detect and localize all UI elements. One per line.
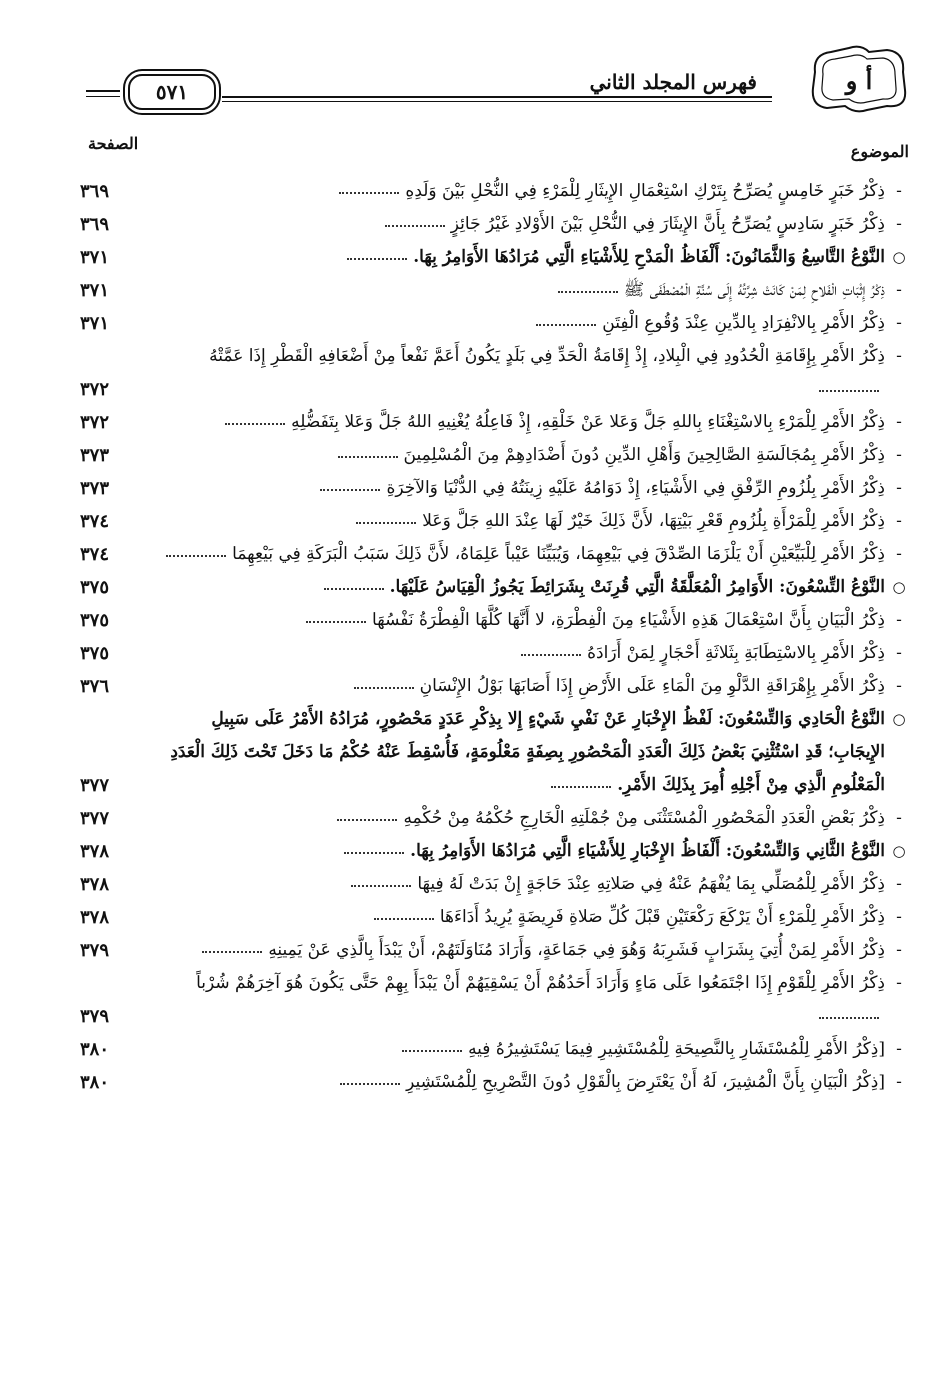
entry-page-number: ٣٧١ [80, 280, 110, 301]
section-entry [80, 703, 909, 802]
section-bullet-icon: ○ [892, 248, 906, 266]
entry-text [80, 406, 909, 439]
entry-text [80, 604, 909, 637]
entry-dash-icon: - [896, 676, 902, 696]
entry-page-number: ٣٧٧ [80, 808, 110, 829]
volume-title: فهرس المجلد الثاني [589, 70, 757, 94]
leader-dots [347, 256, 407, 260]
entry-page-number: ٣٧٤ [80, 511, 110, 532]
svg-text:أ و: أ و [845, 66, 873, 95]
entry-text [80, 307, 909, 340]
entry-text [80, 670, 909, 703]
entry-page-number: ٣٧٨ [80, 874, 110, 895]
index-entry [80, 637, 909, 670]
entry-text [80, 1066, 909, 1099]
entry-dash-icon: - [896, 874, 902, 894]
entry-title: ذِكْرُ الأَمْرِ لِلْمُصَلِّي بِمَا يُفْهَمُ عَنْهُ فِي صَلاتِهِ عِنْدَ حَاجَةٍ إِنْ بَدَتْ لَهُ فِيهَا [417, 874, 885, 894]
entry-dash-icon: - [896, 544, 902, 564]
entry-page-number: ٣٨٠ [80, 1072, 110, 1093]
leader-dots [351, 883, 411, 887]
entry-page-number: ٣٨٠ [80, 1039, 110, 1060]
index-entry [80, 340, 909, 406]
index-entry [80, 670, 909, 703]
entry-title: ذِكْرُ إِثْبَاتِ الْفَلاحِ لِمَنْ كَانَتْ شِرَّتُهُ إِلَى سُنَّةِ الْمُصْطَفَى ﷺ [623, 280, 885, 300]
header-rule-left [86, 90, 120, 92]
leader-dots [374, 916, 434, 920]
leader-dots [338, 454, 398, 458]
entry-dash-icon: - [896, 1072, 902, 1092]
entry-dash-icon: - [896, 280, 902, 300]
leader-dots [819, 1015, 879, 1019]
entry-text [80, 868, 909, 901]
entry-dash-icon: - [896, 346, 902, 366]
leader-dots [306, 619, 366, 623]
entry-text [80, 472, 909, 505]
entry-text [80, 967, 909, 1033]
header-rule-left-thin [86, 96, 120, 97]
section-bullet-icon: ○ [892, 578, 906, 596]
entry-text [80, 703, 909, 802]
entry-title: ذِكْرُ الأَمْرِ بِإِقَامَةِ الْحُدُودِ فِي الْبِلادِ، إِذْ إِقَامَةُ الْحَدِّ فِي بَلَدٍ يَكُونُ أَعَمَّ نَفْعاً مِنْ أَضْعَافِهِ الْقَطْرِ إِذَا عَمَّتْهُ [209, 346, 885, 366]
index-entry [80, 175, 909, 208]
index-entry [80, 1066, 909, 1099]
entry-page-number: ٣٧٩ [80, 940, 110, 961]
entry-text [80, 934, 909, 967]
entry-title: ذِكْرُ الأَمْرِ بِإِهْرَاقَةِ الدَّلْوِ مِنَ الْمَاءِ عَلَى الأَرْضِ إِذَا أَصَابَهَا بَوْلُ الإِنْسَانِ [419, 676, 885, 696]
index-entry [80, 934, 909, 967]
index-entry [80, 802, 909, 835]
leader-dots [339, 190, 399, 194]
entry-page-number: ٣٦٩ [80, 214, 110, 235]
index-entry [80, 472, 909, 505]
entry-page-number: ٣٦٩ [80, 181, 110, 202]
section-bullet-icon: ○ [892, 710, 906, 728]
index-entry [80, 604, 909, 637]
entry-text [80, 538, 909, 571]
entry-dash-icon: - [896, 610, 902, 630]
entry-title: [ذِكْرُ الْبَيَانِ بِأَنَّ الْمُشِيرَ، لَهُ أَنْ يَعْتَرِضَ بِالْقَوْلِ دُونَ التَّصْرِيحِ لِلْمُسْتَشِيرِ [406, 1072, 885, 1092]
entry-title: ذِكْرُ الْبَيَانِ بِأَنَّ اسْتِعْمَالَ هَذِهِ الأَشْيَاءِ مِنَ الْفِطْرَةِ، لا أَنَّهَا كُلَّهَا الْفِطْرَةُ نَفْسُهَا [372, 610, 885, 630]
entry-text [80, 505, 909, 538]
entry-page-number: ٣٧٦ [80, 676, 110, 697]
entry-title: ذِكْرُ خَبَرٍ سَادِسٍ يُصَرِّحُ بِأَنَّ الإِيثَارَ فِي النُّحْلِ بَيْنَ الأَوْلادِ غَيْرُ جَائِزٍ [450, 214, 885, 234]
entry-text [80, 571, 909, 604]
entry-page-number: ٣٧٨ [80, 907, 110, 928]
entry-dash-icon: - [896, 511, 902, 531]
entry-text [80, 241, 909, 274]
leader-dots [385, 223, 445, 227]
entry-page-number: ٣٧٤ [80, 544, 110, 565]
leader-dots [324, 586, 384, 590]
index-entry [80, 1033, 909, 1066]
entry-page-number: ٣٧٥ [80, 643, 110, 664]
entry-title: النَّوْعُ التِّسْعُونَ: الأَوَامِرُ الْمُعَلَّقَةُ الَّتِي قُرِنَتْ بِشَرَائِطَ يَجُوزُ الْقِيَاسُ عَلَيْهَا. [389, 577, 885, 597]
entry-dash-icon: - [896, 214, 902, 234]
entry-page-number: ٣٧٩ [80, 1006, 110, 1027]
leader-dots [354, 685, 414, 689]
entry-dash-icon: - [896, 940, 902, 960]
entry-title: النَّوْعُ الثَّانِي وَالتِّسْعُونَ: أَلْفَاظُ الإِخْبَارِ لِلأَشْيَاءِ الَّتِي مُرَادُهَا الأَوَامِرُ بِهَا. [410, 841, 885, 861]
leader-dots [202, 949, 262, 953]
leader-dots [551, 784, 611, 788]
entry-page-number: ٣٧١ [80, 313, 110, 334]
index-entry [80, 538, 909, 571]
entry-text [80, 901, 909, 934]
entry-dash-icon: - [896, 643, 902, 663]
entry-title: ذِكْرُ الأَمْرِ لِلْمَرْأَةِ بِلُزُومِ قَعْرِ بَيْتِهَا، لأَنَّ ذَلِكَ خَيْرٌ لَهَا عِنْدَ اللهِ جَلَّ وَعَلا [422, 511, 885, 531]
entry-text [80, 340, 909, 406]
section-entry [80, 571, 909, 604]
entry-title: ذِكْرُ الأَمْرِ لِمَنْ أُتِيَ بِشَرَابٍ فَشَرِبَهُ وَهُوَ فِي جَمَاعَةٍ، وَأَرَادَ مُنَاوَلَتَهُمْ، أَنْ يَبْدَأَ بِالَّذِي عَنْ يَمِينِهِ [268, 940, 885, 960]
entry-page-number: ٣٧٢ [80, 379, 110, 400]
leader-dots [320, 487, 380, 491]
page-header [0, 0, 947, 120]
entry-text [80, 208, 909, 241]
leader-dots [225, 421, 285, 425]
entry-text [80, 175, 909, 208]
entry-page-number: ٣٧١ [80, 247, 110, 268]
leader-dots [166, 553, 226, 557]
page-column-heading: الصفحة [88, 134, 139, 153]
entry-title: ذِكْرُ خَبَرٍ خَامِسٍ يُصَرِّحُ بِتَرْكِ اسْتِعْمَالِ الإِيثَارِ لِلْمَرْءِ فِي النُّحْلِ بَيْنَ وَلَدِهِ [405, 181, 885, 201]
index-entry [80, 967, 909, 1033]
book-logo-icon [809, 42, 909, 114]
entry-title: ذِكْرُ الأَمْرِ بِمُجَالَسَةِ الصَّالِحِينَ وَأَهْلِ الدِّينِ دُونَ أَضْدَادِهِمْ مِنَ الْمُسْلِمِينَ [403, 445, 885, 465]
entry-text [80, 835, 909, 868]
section-entry [80, 835, 909, 868]
index-entry [80, 901, 909, 934]
leader-dots [536, 322, 596, 326]
entry-title: ذِكْرُ الأَمْرِ لِلْمَرْءِ أَنْ يَرْكَعَ رَكْعَتَيْنِ قَبْلَ كُلِّ صَلاةِ فَرِيضَةٍ يُرِيدُ أَدَاءَهَا [439, 907, 885, 927]
index-entry [80, 439, 909, 472]
page-number: ٥٧١ [128, 74, 216, 110]
leader-dots [819, 388, 879, 392]
index-entry [80, 208, 909, 241]
entry-dash-icon: - [896, 478, 902, 498]
entry-page-number: ٣٧٢ [80, 412, 110, 433]
index-entry [80, 868, 909, 901]
entry-title: ذِكْرُ بَعْضِ الْعَدَدِ الْمَحْصُورِ الْمُسْتَثْنَى مِنْ جُمْلَتِهِ الْخَارِجِ حُكْمُهُ مِنْ حُكْمِهِ [403, 808, 885, 828]
entry-text [80, 802, 909, 835]
entry-title: ذِكْرُ الأَمْرِ بِلُزُومِ الرِّفْقِ فِي الأَشْيَاءِ، إِذْ دَوَامُهُ عَلَيْهِ زِينَتُهُ فِي الدُّنْيَا وَالآخِرَةِ [386, 478, 885, 498]
entry-dash-icon: - [896, 1039, 902, 1059]
entry-title: ذِكْرُ الأَمْرِ لِلْبَيِّعَيْنِ أَنْ يَلْزَمَا الصِّدْقَ فِي بَيْعِهِمَا، وَيُبَيِّنَا عَيْباً عَلِمَاهُ، لأَنَّ ذَلِكَ سَبَبُ الْبَرَكَةِ فِي بَيْعِهِمَا [232, 544, 885, 564]
entry-dash-icon: - [896, 907, 902, 927]
index-entry [80, 274, 909, 307]
leader-dots [402, 1048, 462, 1052]
entry-dash-icon: - [896, 973, 902, 993]
section-bullet-icon: ○ [892, 842, 906, 860]
entry-title: [ذِكْرُ الأَمْرِ لِلْمُسْتَشَارِ بِالنَّصِيحَةِ لِلْمُسْتَشِيرِ فِيمَا يَسْتَشِيرُهُ فِيهِ [468, 1039, 885, 1059]
entry-page-number: ٣٧٥ [80, 610, 110, 631]
leader-dots [344, 850, 404, 854]
entry-title: ذِكْرُ الأَمْرِ بِالانْفِرَادِ بِالدِّينِ عِنْدَ وُقُوعِ الْفِتَنِ [602, 313, 885, 333]
entry-page-number: ٣٧٨ [80, 841, 110, 862]
entry-page-number: ٣٧٥ [80, 577, 110, 598]
entry-text [80, 637, 909, 670]
leader-dots [337, 817, 397, 821]
leader-dots [340, 1081, 400, 1085]
entry-dash-icon: - [896, 412, 902, 432]
entry-dash-icon: - [896, 808, 902, 828]
entry-title: ذِكْرُ الأَمْرِ لِلْقَوْمِ إِذَا اجْتَمَعُوا عَلَى مَاءٍ وَأَرَادَ أَحَدُهُمْ أَنْ يَسْقِيَهُمْ أَنْ يَبْدَأَ بِهِمْ حَتَّى يَكُونَ هُوَ آخِرَهُمْ شُرْباً [196, 973, 885, 993]
index-entry [80, 505, 909, 538]
entry-text [80, 1033, 909, 1066]
header-rule-right [222, 96, 772, 98]
entry-page-number: ٣٧٧ [80, 775, 110, 796]
entry-title: النَّوْعُ التَّاسِعُ وَالثَّمَانُونَ: أَلْفَاظُ الْمَدْحِ لِلأَشْيَاءِ الَّتِي مُرَادُهَا الأَوَامِرُ بِهَا. [413, 247, 885, 267]
entry-dash-icon: - [896, 313, 902, 333]
entry-text [80, 439, 909, 472]
entry-page-number: ٣٧٣ [80, 445, 110, 466]
header-rule-right-thin [222, 101, 772, 102]
entry-text [80, 274, 909, 307]
entry-title: ذِكْرُ الأَمْرِ لِلْمَرْءِ بِالاسْتِغْنَاءِ بِاللهِ جَلَّ وَعَلا عَنْ خَلْقِهِ، إِذْ فَاعِلُهُ يُغْنِيهِ اللهُ جَلَّ وَعَلا بِتَفَضُّلِهِ [291, 412, 885, 432]
entry-title: النَّوْعُ الْحَادِي وَالتِّسْعُونَ: لَفْظُ الإِخْبَارِ عَنْ نَفْيِ شَيْءٍ إِلا بِذِكْرِ عَدَدٍ مَحْصُورٍ، مُرَادُهُ الأَمْرُ عَلَى سَبِيلِ الإِيجَابِ؛ قَدِ اسْتُثْنِيَ بَعْضُ ذَلِكَ الْعَدَدِ الْمَحْصُورِ بِصِفَةٍ مَعْلُومَةٍ، فَأُسْقِطَ عَنْهُ حُكْمُ مَا دَخَلَ تَحْتَ ذَلِكَ الْعَدَدِ الْمَعْلُومِ الَّذِي مِنْ أَجْلِهِ أُمِرَ بِذَلِكَ الأَمْرِ. [170, 709, 885, 795]
index-entry [80, 406, 909, 439]
entry-dash-icon: - [896, 181, 902, 201]
leader-dots [558, 289, 618, 293]
section-entry [80, 241, 909, 274]
entry-dash-icon: - [896, 445, 902, 465]
topic-column-heading: الموضوع [850, 142, 909, 161]
leader-dots [521, 652, 581, 656]
index-entry [80, 307, 909, 340]
index-entries [80, 175, 909, 1099]
entry-page-number: ٣٧٣ [80, 478, 110, 499]
entry-title: ذِكْرُ الأَمْرِ بِالاسْتِطَابَةِ بِثَلاثَةِ أَحْجَارٍ لِمَنْ أَرَادَهُ [587, 643, 885, 663]
leader-dots [356, 520, 416, 524]
